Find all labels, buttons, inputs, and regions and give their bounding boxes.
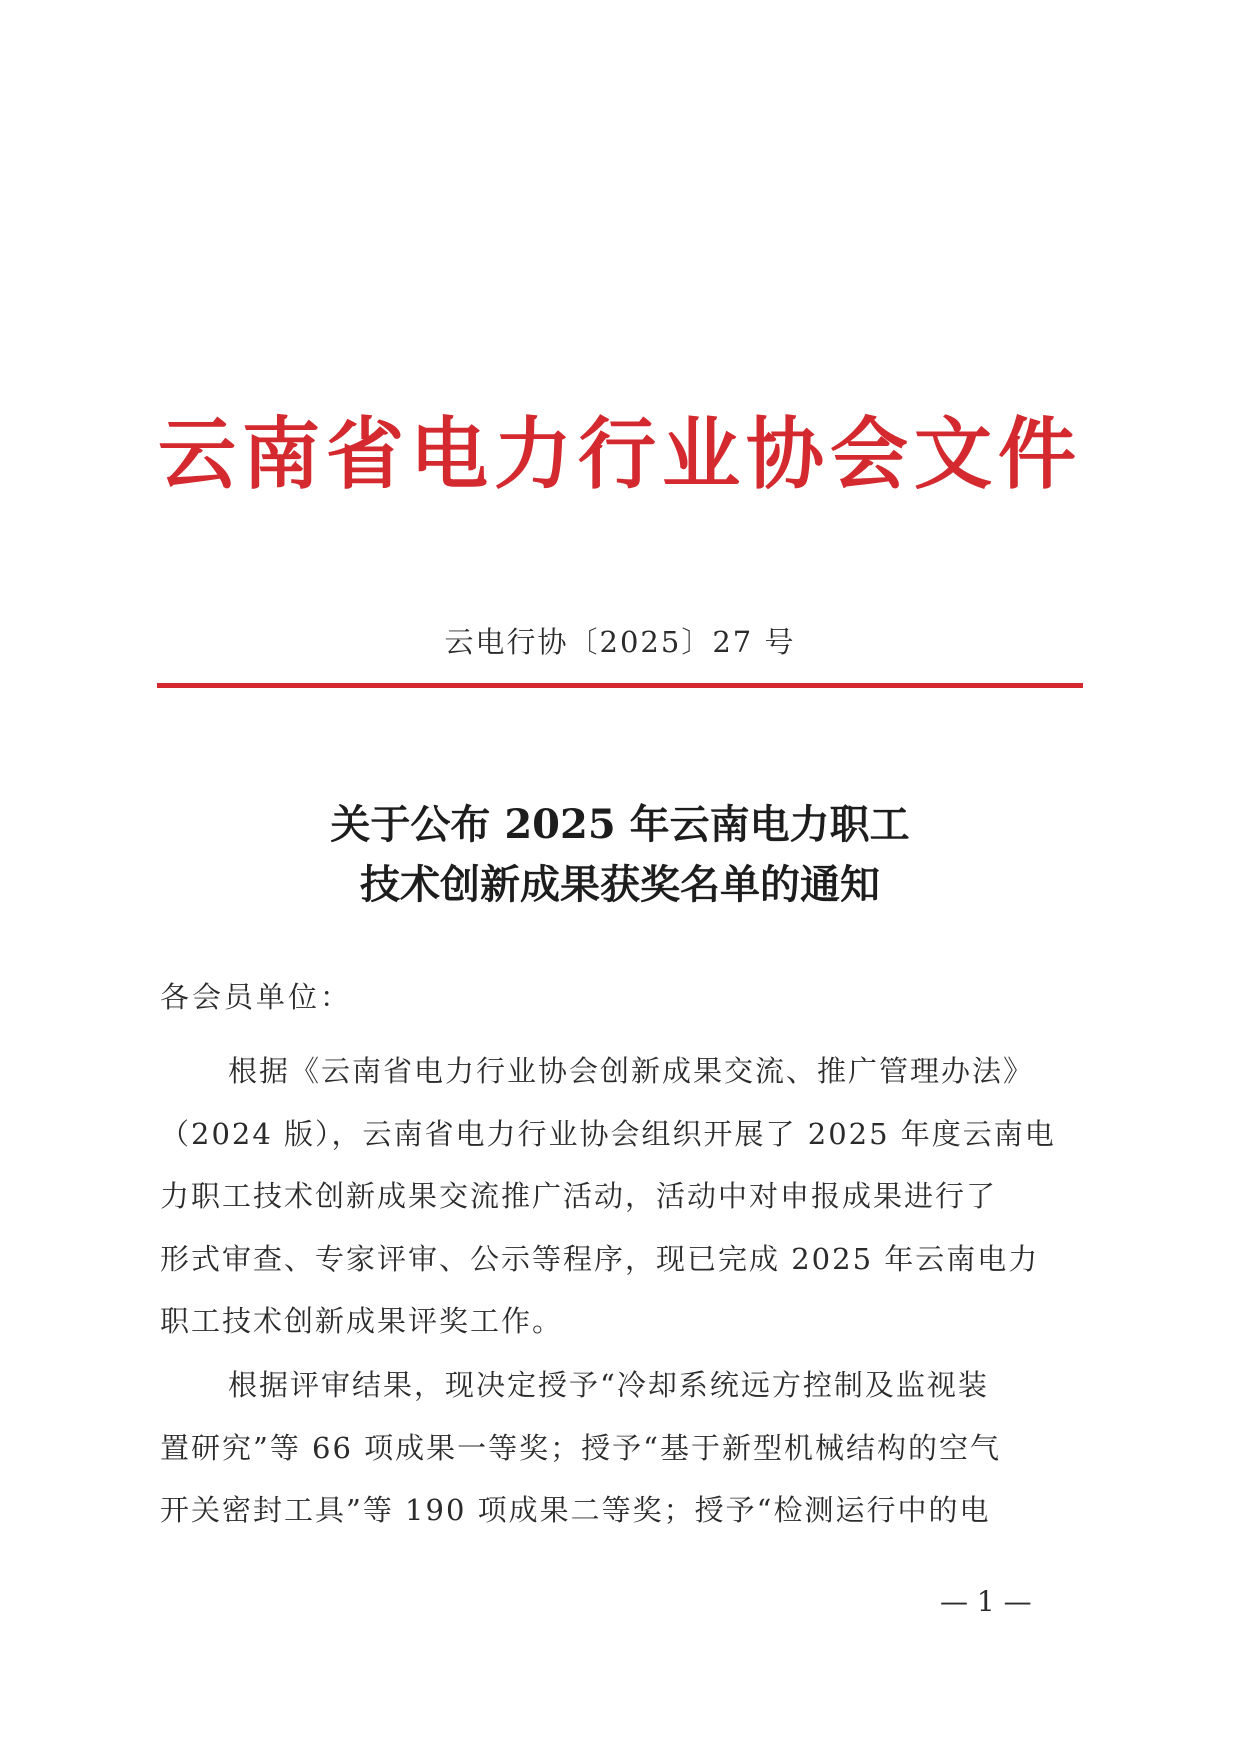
masthead-title: 云南省电力行业协会文件 bbox=[157, 409, 1082, 500]
paragraph-line: 根据《云南省电力行业协会创新成果交流、推广管理办法》 bbox=[228, 1054, 1035, 1088]
paragraph-line: 形式审查、专家评审、公示等程序，现已完成 2025 年云南电力 bbox=[160, 1241, 1040, 1276]
notice-title bbox=[0, 795, 1240, 915]
paragraph-line: 开关密封工具”等 190 项成果二等奖；授予“检测运行中的电 bbox=[160, 1493, 991, 1527]
salutation: 各会员单位： bbox=[160, 980, 353, 1014]
paragraph-line: 根据评审结果，现决定授予“冷却系统远方控制及监视装 bbox=[228, 1368, 989, 1402]
paragraph-line: 力职工技术创新成果交流推广活动，活动中对申报成果进行了 bbox=[160, 1179, 998, 1213]
paragraph-line: 置研究”等 66 项成果一等奖；授予“基于新型机械结构的空气 bbox=[160, 1430, 1001, 1465]
notice-title-line-1: 关于公布 2025 年云南电力职工 bbox=[330, 801, 910, 848]
notice-title-line-2: 技术创新成果获奖名单的通知 bbox=[360, 861, 880, 908]
body-paragraph-2 bbox=[160, 1354, 1090, 1542]
page-number: — 1 — bbox=[940, 1585, 1032, 1618]
body-paragraph-1 bbox=[160, 1040, 1090, 1353]
paragraph-line: （2024 版），云南省电力行业协会组织开展了 2025 年度云南电 bbox=[160, 1116, 1056, 1151]
paragraph-line: 职工技术创新成果评奖工作。 bbox=[160, 1304, 564, 1338]
document-number: 云电行协〔2025〕27 号 bbox=[444, 625, 796, 659]
red-divider-line bbox=[157, 683, 1083, 688]
